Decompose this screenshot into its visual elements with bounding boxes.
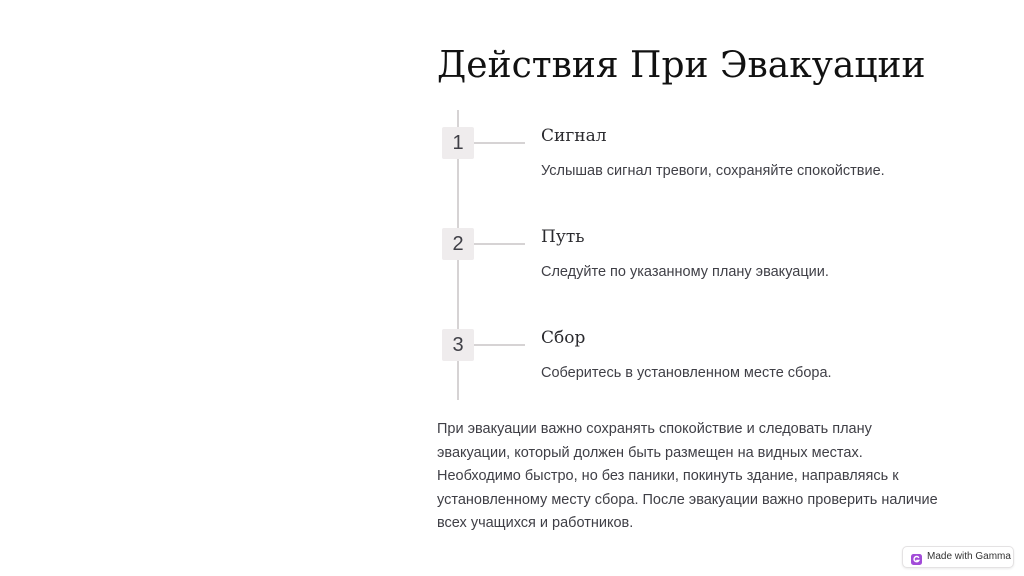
summary-paragraph: При эвакуации важно сохранять спокойствие и следовать плану эвакуации, который должен быть размещен на видных местах. Необходимо быстро, но без паники, покинуть здание, направляясь к установленному месту сбора. После эвакуации важно проверить наличие всех учащихся и работников. (437, 421, 938, 531)
step-item-1 (437, 110, 997, 180)
step-description: Соберитесь в установленном месте сбора. (541, 365, 832, 381)
steps-timeline (437, 110, 997, 400)
step-number-box: 3 (442, 329, 474, 361)
step-connector-line (474, 142, 525, 144)
gamma-logo-icon (911, 552, 922, 563)
badge-label: Made with Gamma (927, 551, 1011, 562)
step-connector-line (474, 344, 525, 346)
step-description: Услышав сигнал тревоги, сохраняйте спокойствие. (541, 163, 885, 179)
step-description: Следуйте по указанному плану эвакуации. (541, 264, 829, 280)
step-title: Сигнал (541, 126, 607, 146)
step-number-box: 1 (442, 127, 474, 159)
step-connector-line (474, 243, 525, 245)
step-title: Сбор (541, 328, 586, 348)
slide-title: Действия При Эвакуации (437, 45, 926, 86)
step-item-3 (437, 312, 997, 382)
made-with-gamma-badge[interactable] (902, 546, 1014, 568)
step-title: Путь (541, 227, 585, 247)
step-item-2 (437, 211, 997, 281)
step-number-box: 2 (442, 228, 474, 260)
